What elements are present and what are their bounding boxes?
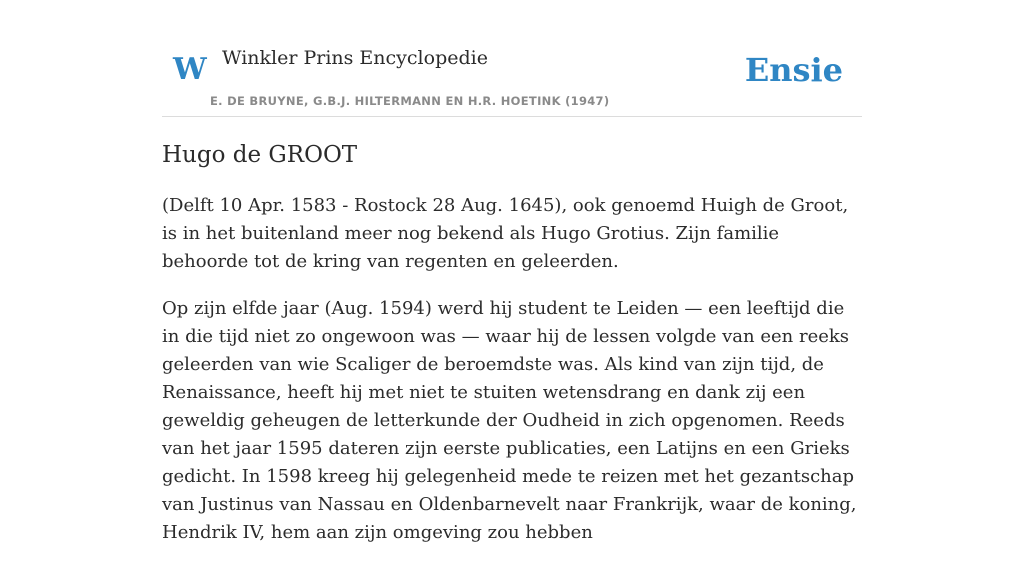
article-paragraph: Op zijn elfde jaar (Aug. 1594) werd hij student te Leiden — een leeftijd die in die tijd niet zo ongewoon was — waar hij de lessen volgde van een reeks geleerden van wie Scaliger de beroemdste was. Als kind van zijn tijd, de Renaissance, heeft hij met niet te stuiten wetensdrang en dank zij een geweldig geheugen de letterkunde der Oudheid in zich opgenomen. Reeds van het jaar 1595 dateren zijn eerste publicaties, een Latijns en een Grieks gedicht. In 1598 kreeg hij gelegenheid mede te reizen met het gezantschap van Justinus van Nassau en Oldenbarnevelt naar Frankrijk, waar de koning, Hendrik IV, hem aan zijn omgeving zou hebben — [162, 298, 857, 543]
article-paragraph: (Delft 10 Apr. 1583 - Rostock 28 Aug. 1645), ook genoemd Huigh de Groot, is in het buitenland meer nog bekend als Hugo Grotius. Zijn familie behoorde tot de kring van regenten en geleerden. — [162, 195, 849, 272]
ensie-logo[interactable]: Ensie — [744, 51, 843, 89]
header — [162, 0, 862, 117]
winkler-prins-logo-icon[interactable]: W — [173, 52, 207, 87]
page — [162, 0, 862, 543]
article-title: Hugo de GROOT — [162, 142, 358, 168]
publication-title[interactable]: Winkler Prins Encyclopedie — [222, 47, 488, 69]
authors-line: E. DE BRUYNE, G.B.J. HILTERMANN EN H.R. HOETINK (1947) — [210, 94, 610, 108]
article-body — [162, 192, 862, 566]
